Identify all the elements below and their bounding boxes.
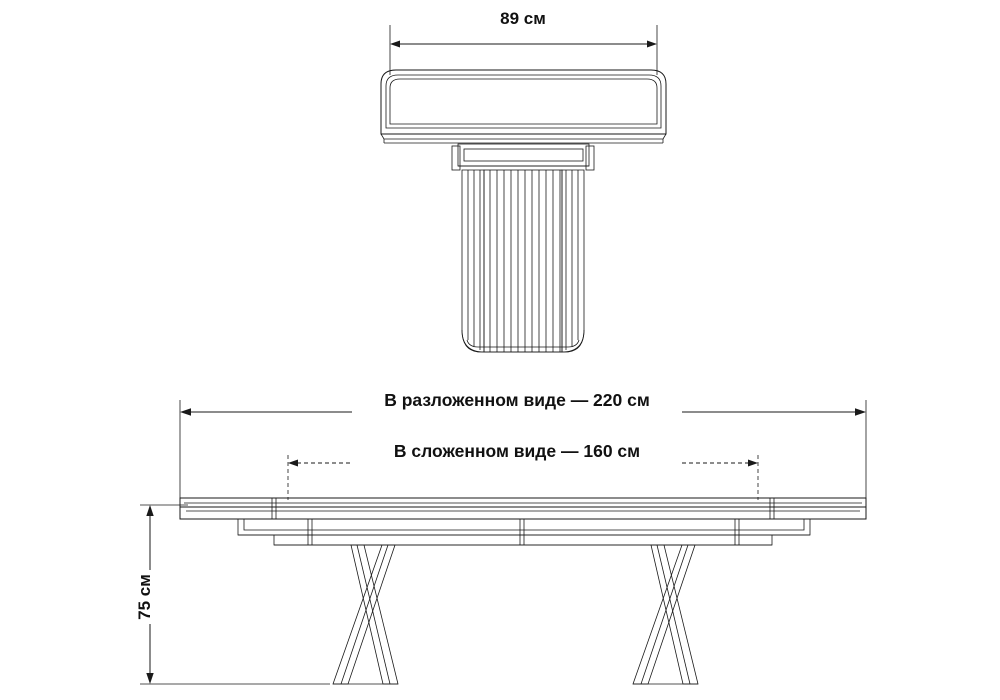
top-width-label: 89 см [500, 9, 546, 28]
table-apron-plan [452, 144, 594, 170]
folded-width-label: В сложенном виде — 160 см [393, 441, 641, 461]
table-leg-plan [462, 170, 584, 352]
table-apron-front [238, 519, 810, 545]
table-leg-left-front [333, 545, 398, 684]
table-top-plan [381, 70, 666, 143]
height-label: 75 см [135, 574, 154, 620]
top-view-group [381, 25, 666, 352]
extended-width-label: В разложенном виде — 220 см [384, 390, 650, 410]
table-top-front [180, 498, 866, 519]
front-view-group [136, 393, 866, 684]
top-width-dimension [390, 25, 657, 75]
height-dimension [136, 505, 330, 684]
table-leg-right-front [633, 545, 698, 684]
